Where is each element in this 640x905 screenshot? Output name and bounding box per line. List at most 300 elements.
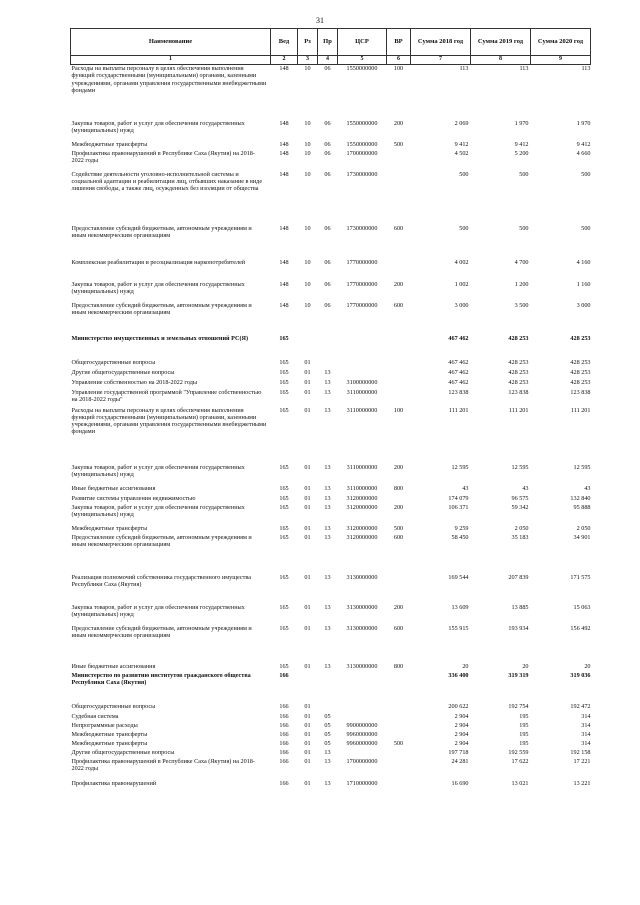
row-name: Межбюджетные трансферты bbox=[71, 524, 148, 532]
row-rz: 10 bbox=[304, 149, 311, 157]
column-number: 3 bbox=[298, 56, 318, 65]
row-rz: 01 bbox=[304, 739, 311, 747]
row-name: Профилактика правонарушений в Республике Саха (Якутия) на 2018-2022 годы bbox=[71, 757, 255, 772]
row-sum-2018: 467 462 bbox=[448, 368, 469, 376]
table-row bbox=[71, 663, 591, 672]
row-vr: 800 bbox=[393, 662, 404, 670]
row-rz: 01 bbox=[304, 712, 311, 720]
row-sum-2020: 4 160 bbox=[576, 258, 591, 266]
row-sum-2020: 4 660 bbox=[576, 149, 591, 157]
row-sum-2020: 111 201 bbox=[570, 406, 591, 414]
table-row bbox=[71, 407, 591, 464]
row-csr: 3120000000 bbox=[346, 503, 378, 511]
row-csr: 1700000000 bbox=[346, 149, 378, 157]
table-row bbox=[71, 740, 591, 749]
row-rz: 10 bbox=[304, 65, 311, 72]
row-sum-2018: 200 622 bbox=[448, 702, 469, 710]
row-sum-2019: 207 839 bbox=[508, 573, 529, 581]
row-ved: 148 bbox=[279, 140, 289, 148]
row-sum-2019: 428 253 bbox=[508, 378, 529, 386]
row-sum-2018: 4 002 bbox=[454, 258, 469, 266]
table-row bbox=[71, 379, 591, 389]
table-row bbox=[71, 574, 591, 604]
row-sum-2020: 428 253 bbox=[570, 334, 591, 342]
row-sum-2018: 16 690 bbox=[451, 779, 469, 787]
row-ved: 165 bbox=[279, 603, 289, 611]
row-ved: 165 bbox=[279, 463, 289, 471]
table-row bbox=[71, 749, 591, 758]
row-pr: 13 bbox=[324, 533, 331, 541]
row-pr: 13 bbox=[324, 757, 331, 765]
row-pr: 06 bbox=[324, 140, 331, 148]
row-sum-2020: 314 bbox=[581, 712, 591, 720]
column-number: 6 bbox=[387, 56, 411, 65]
row-sum-2018: 113 bbox=[459, 65, 469, 72]
row-ved: 165 bbox=[279, 494, 289, 502]
row-name: Закупка товаров, работ и услуг для обеспечения государственных (муниципальных) нужд bbox=[71, 503, 245, 518]
table-row bbox=[71, 150, 591, 171]
row-name: Другие общегосударственные вопросы bbox=[71, 368, 175, 376]
row-csr: 1550000000 bbox=[346, 140, 378, 148]
row-name: Непрограммные расходы bbox=[71, 721, 138, 729]
row-sum-2019: 3 500 bbox=[514, 301, 529, 309]
row-rz: 01 bbox=[304, 702, 311, 710]
row-csr bbox=[338, 359, 387, 369]
row-ved: 165 bbox=[279, 406, 289, 414]
row-pr: 13 bbox=[324, 503, 331, 511]
row-csr: 1770000000 bbox=[346, 258, 378, 266]
row-sum-2019: 428 253 bbox=[508, 334, 529, 342]
row-csr: 1710000000 bbox=[346, 779, 378, 787]
row-sum-2018: 2 904 bbox=[454, 712, 469, 720]
row-sum-2018: 24 281 bbox=[451, 757, 469, 765]
row-pr: 13 bbox=[324, 368, 331, 376]
row-csr: 3110000000 bbox=[346, 463, 378, 471]
row-sum-2018: 20 bbox=[462, 662, 469, 670]
table-row bbox=[71, 625, 591, 663]
row-sum-2019: 319 319 bbox=[508, 671, 529, 679]
row-rz: 01 bbox=[304, 378, 311, 386]
row-sum-2019: 192 559 bbox=[508, 748, 529, 756]
row-vr: 500 bbox=[393, 140, 404, 148]
row-csr: 1730000000 bbox=[346, 224, 378, 232]
row-rz: 01 bbox=[304, 484, 311, 492]
header-name: Наименование bbox=[71, 29, 271, 56]
row-ved: 165 bbox=[279, 503, 289, 511]
header-row bbox=[71, 29, 591, 56]
row-sum-2018: 111 201 bbox=[448, 406, 469, 414]
row-sum-2020: 428 253 bbox=[570, 368, 591, 376]
row-sum-2018: 106 371 bbox=[448, 503, 469, 511]
row-vr bbox=[387, 359, 411, 369]
row-ved: 166 bbox=[279, 779, 289, 787]
row-csr: 3100000000 bbox=[346, 378, 378, 386]
row-sum-2020: 314 bbox=[581, 721, 591, 729]
row-sum-2019: 192 754 bbox=[508, 702, 529, 710]
row-sum-2018: 9 259 bbox=[454, 524, 469, 532]
row-name: Предоставление субсидий бюджетным, автономным учреждениям и иным некоммерческим организациям bbox=[71, 301, 252, 316]
row-pr: 06 bbox=[324, 258, 331, 266]
row-sum-2018: 58 450 bbox=[451, 533, 469, 541]
row-rz: 10 bbox=[304, 140, 311, 148]
row-vr bbox=[387, 389, 411, 407]
row-ved: 166 bbox=[279, 671, 289, 679]
table-row bbox=[71, 731, 591, 740]
row-vr: 200 bbox=[393, 119, 404, 127]
row-pr: 06 bbox=[324, 170, 331, 178]
row-csr bbox=[338, 703, 387, 713]
row-ved: 165 bbox=[279, 573, 289, 581]
row-sum-2020: 15 063 bbox=[573, 603, 591, 611]
row-vr bbox=[387, 749, 411, 758]
table-row bbox=[71, 65, 591, 120]
row-vr bbox=[387, 713, 411, 722]
table-row bbox=[71, 141, 591, 150]
row-pr: 06 bbox=[324, 224, 331, 232]
header-rz: Рз bbox=[298, 29, 318, 56]
row-pr: 13 bbox=[324, 662, 331, 670]
row-rz bbox=[298, 672, 318, 703]
table-row bbox=[71, 369, 591, 379]
row-sum-2020: 156 492 bbox=[570, 624, 591, 632]
row-sum-2020: 95 888 bbox=[573, 503, 591, 511]
row-name: Профилактика правонарушений bbox=[71, 779, 157, 787]
row-name: Другие общегосударственные вопросы bbox=[71, 748, 175, 756]
row-pr: 13 bbox=[324, 524, 331, 532]
row-name: Межбюджетные трансферты bbox=[71, 739, 148, 747]
row-pr bbox=[318, 703, 338, 713]
row-vr: 100 bbox=[393, 406, 404, 414]
row-pr: 13 bbox=[324, 388, 331, 396]
row-sum-2019: 13 021 bbox=[511, 779, 529, 787]
row-ved: 165 bbox=[279, 334, 289, 342]
row-csr bbox=[338, 672, 387, 703]
row-sum-2018: 155 915 bbox=[448, 624, 469, 632]
row-rz: 01 bbox=[304, 757, 311, 765]
row-sum-2018: 500 bbox=[459, 170, 469, 178]
row-sum-2018: 2 904 bbox=[454, 721, 469, 729]
row-sum-2020: 314 bbox=[581, 739, 591, 747]
row-ved: 148 bbox=[279, 224, 289, 232]
row-ved: 165 bbox=[279, 524, 289, 532]
row-sum-2018: 13 609 bbox=[451, 603, 469, 611]
row-csr: 3110000000 bbox=[346, 484, 378, 492]
table-row bbox=[71, 259, 591, 281]
row-sum-2020: 113 bbox=[581, 65, 591, 72]
row-rz: 01 bbox=[304, 358, 311, 366]
row-csr: 3120000000 bbox=[346, 494, 378, 502]
row-csr: 3110000000 bbox=[346, 406, 378, 414]
row-sum-2018: 2 904 bbox=[454, 730, 469, 738]
row-sum-2020: 500 bbox=[581, 170, 591, 178]
column-number: 7 bbox=[411, 56, 471, 65]
row-csr bbox=[338, 749, 387, 758]
row-name: Межбюджетные трансферты bbox=[71, 730, 148, 738]
row-sum-2018: 169 544 bbox=[448, 573, 469, 581]
table-row bbox=[71, 225, 591, 259]
row-sum-2018: 2 069 bbox=[454, 119, 469, 127]
row-sum-2019: 13 885 bbox=[511, 603, 529, 611]
row-sum-2018: 174 079 bbox=[448, 494, 469, 502]
row-sum-2018: 336 400 bbox=[448, 671, 469, 679]
row-sum-2020: 1 970 bbox=[576, 119, 591, 127]
row-rz: 10 bbox=[304, 224, 311, 232]
header-sum-2018: Сумма 2018 год bbox=[411, 29, 471, 56]
column-number: 9 bbox=[531, 56, 591, 65]
table-row bbox=[71, 359, 591, 369]
row-sum-2020: 9 412 bbox=[576, 140, 591, 148]
row-csr: 3120000000 bbox=[346, 533, 378, 541]
row-vr bbox=[387, 150, 411, 171]
table-row bbox=[71, 281, 591, 302]
row-csr: 3110000000 bbox=[346, 388, 378, 396]
table-row bbox=[71, 495, 591, 504]
row-sum-2019: 1 970 bbox=[514, 119, 529, 127]
row-vr bbox=[387, 379, 411, 389]
row-sum-2019: 113 bbox=[519, 65, 529, 72]
row-name: Министерство имущественных и земельных отношений РС(Я) bbox=[71, 334, 249, 342]
row-sum-2018: 3 000 bbox=[454, 301, 469, 309]
row-sum-2019: 111 201 bbox=[508, 406, 529, 414]
row-pr: 06 bbox=[324, 65, 331, 72]
row-vr bbox=[387, 171, 411, 225]
row-pr: 05 bbox=[324, 739, 331, 747]
row-sum-2018: 467 462 bbox=[448, 378, 469, 386]
row-vr: 600 bbox=[393, 224, 404, 232]
row-sum-2019: 500 bbox=[519, 170, 529, 178]
row-name: Закупка товаров, работ и услуг для обеспечения государственных (муниципальных) нужд bbox=[71, 603, 245, 618]
table-row bbox=[71, 534, 591, 574]
row-name: Реализация полномочий собственника государственного имущества Республики Саха (Якутия) bbox=[71, 573, 251, 588]
row-sum-2019: 428 253 bbox=[508, 368, 529, 376]
row-sum-2019: 1 200 bbox=[514, 280, 529, 288]
row-pr: 06 bbox=[324, 280, 331, 288]
row-vr: 500 bbox=[393, 524, 404, 532]
row-sum-2019: 193 934 bbox=[508, 624, 529, 632]
row-pr bbox=[318, 359, 338, 369]
row-pr: 05 bbox=[324, 721, 331, 729]
row-rz: 01 bbox=[304, 463, 311, 471]
row-pr bbox=[318, 335, 338, 359]
row-name: Иные бюджетные ассигнования bbox=[71, 484, 156, 492]
row-sum-2020: 3 000 bbox=[576, 301, 591, 309]
row-pr: 13 bbox=[324, 494, 331, 502]
row-vr: 200 bbox=[393, 280, 404, 288]
row-rz: 01 bbox=[304, 368, 311, 376]
row-ved: 166 bbox=[279, 702, 289, 710]
header-csr: ЦСР bbox=[338, 29, 387, 56]
row-name: Предоставление субсидий бюджетным, автономным учреждениям и иным некоммерческим организациям bbox=[71, 533, 252, 548]
row-rz bbox=[298, 335, 318, 359]
row-csr: 3130000000 bbox=[346, 603, 378, 611]
header-ved: Вед bbox=[271, 29, 298, 56]
table-row bbox=[71, 171, 591, 225]
row-pr bbox=[318, 672, 338, 703]
row-csr: 1550000000 bbox=[346, 65, 378, 72]
row-sum-2018: 9 412 bbox=[454, 140, 469, 148]
header-sum-2019: Сумма 2019 год bbox=[471, 29, 531, 56]
row-sum-2020: 428 253 bbox=[570, 378, 591, 386]
row-csr: 9900000000 bbox=[346, 721, 378, 729]
row-ved: 165 bbox=[279, 378, 289, 386]
row-vr bbox=[387, 369, 411, 379]
row-sum-2018: 467 462 bbox=[448, 358, 469, 366]
row-pr: 06 bbox=[324, 149, 331, 157]
row-rz: 10 bbox=[304, 280, 311, 288]
row-sum-2018: 4 502 bbox=[454, 149, 469, 157]
row-sum-2020: 1 160 bbox=[576, 280, 591, 288]
row-sum-2019: 96 575 bbox=[511, 494, 529, 502]
header-pr: Пр bbox=[318, 29, 338, 56]
row-ved: 166 bbox=[279, 748, 289, 756]
row-name: Судебная система bbox=[71, 712, 119, 720]
row-ved: 166 bbox=[279, 757, 289, 765]
table-row bbox=[71, 703, 591, 713]
row-sum-2020: 192 158 bbox=[570, 748, 591, 756]
row-csr bbox=[338, 369, 387, 379]
row-ved: 148 bbox=[279, 280, 289, 288]
row-sum-2019: 5 200 bbox=[514, 149, 529, 157]
row-pr: 13 bbox=[324, 484, 331, 492]
column-number: 4 bbox=[318, 56, 338, 65]
row-rz: 01 bbox=[304, 406, 311, 414]
row-pr: 06 bbox=[324, 119, 331, 127]
row-ved: 166 bbox=[279, 712, 289, 720]
row-ved: 148 bbox=[279, 170, 289, 178]
row-rz: 01 bbox=[304, 730, 311, 738]
row-csr: 9960000000 bbox=[346, 730, 378, 738]
row-pr: 05 bbox=[324, 730, 331, 738]
row-pr: 13 bbox=[324, 779, 331, 787]
table-row bbox=[71, 780, 591, 792]
row-sum-2019: 2 050 bbox=[514, 524, 529, 532]
row-sum-2019: 195 bbox=[519, 712, 529, 720]
row-sum-2018: 1 002 bbox=[454, 280, 469, 288]
table-row bbox=[71, 525, 591, 534]
row-rz: 01 bbox=[304, 573, 311, 581]
row-ved: 166 bbox=[279, 721, 289, 729]
row-sum-2020: 192 472 bbox=[570, 702, 591, 710]
row-ved: 148 bbox=[279, 258, 289, 266]
row-sum-2020: 428 253 bbox=[570, 358, 591, 366]
budget-table bbox=[70, 28, 591, 792]
table-header bbox=[71, 29, 591, 65]
row-rz: 01 bbox=[304, 662, 311, 670]
table-body bbox=[71, 65, 591, 792]
column-number: 5 bbox=[338, 56, 387, 65]
row-name: Развитие системы управления недвижимостью bbox=[71, 494, 196, 502]
row-rz: 01 bbox=[304, 721, 311, 729]
table-row bbox=[71, 722, 591, 731]
row-pr: 13 bbox=[324, 406, 331, 414]
table-row bbox=[71, 485, 591, 495]
row-vr: 100 bbox=[393, 65, 404, 72]
row-name: Расходы на выплаты персоналу в целях обеспечения выполнения функций государственными (муниципальными) органами, казенными учреждениями, органами управления государственными внебюджетными фондами bbox=[71, 65, 267, 94]
row-csr bbox=[338, 335, 387, 359]
row-name: Предоставление субсидий бюджетным, автономным учреждениям и иным некоммерческим организациям bbox=[71, 224, 252, 239]
row-sum-2020: 20 bbox=[584, 662, 591, 670]
row-sum-2019: 9 412 bbox=[514, 140, 529, 148]
row-sum-2018: 500 bbox=[459, 224, 469, 232]
row-rz: 01 bbox=[304, 624, 311, 632]
row-name: Предоставление субсидий бюджетным, автономным учреждениям и иным некоммерческим организациям bbox=[71, 624, 252, 639]
row-sum-2019: 195 bbox=[519, 721, 529, 729]
table-row bbox=[71, 464, 591, 485]
row-sum-2020: 500 bbox=[581, 224, 591, 232]
row-sum-2020: 171 575 bbox=[570, 573, 591, 581]
row-vr bbox=[387, 672, 411, 703]
row-ved: 165 bbox=[279, 662, 289, 670]
table-row bbox=[71, 504, 591, 525]
row-sum-2018: 197 718 bbox=[448, 748, 469, 756]
row-name: Министерство по развитию институтов гражданского общества Республики Саха (Якутия) bbox=[71, 671, 251, 686]
row-name: Межбюджетные трансферты bbox=[71, 140, 148, 148]
row-csr: 3130000000 bbox=[346, 573, 378, 581]
row-name: Управление государственной программой "Управление собственностью на 2018-2022 годы" bbox=[71, 388, 262, 403]
row-sum-2018: 123 838 bbox=[448, 388, 469, 396]
row-sum-2019: 195 bbox=[519, 739, 529, 747]
header-vr: ВР bbox=[387, 29, 411, 56]
header-sum-2020: Сумма 2020 год bbox=[531, 29, 591, 56]
row-name: Расходы на выплаты персоналу в целях обеспечения выполнения функций государственными (муниципальными) органами, казенными учреждениями, органами управления государственными внебюджетными фондами bbox=[71, 406, 267, 436]
row-name: Общегосударственные вопросы bbox=[71, 358, 156, 366]
table-row bbox=[71, 758, 591, 780]
row-rz: 01 bbox=[304, 779, 311, 787]
row-sum-2018: 2 904 bbox=[454, 739, 469, 747]
row-csr: 1730000000 bbox=[346, 170, 378, 178]
column-number: 8 bbox=[471, 56, 531, 65]
row-sum-2019: 59 342 bbox=[511, 503, 529, 511]
row-sum-2020: 314 bbox=[581, 730, 591, 738]
row-vr bbox=[387, 495, 411, 504]
row-csr: 1770000000 bbox=[346, 301, 378, 309]
row-rz: 01 bbox=[304, 603, 311, 611]
row-ved: 165 bbox=[279, 484, 289, 492]
row-sum-2019: 20 bbox=[522, 662, 529, 670]
row-sum-2019: 35 183 bbox=[511, 533, 529, 541]
row-sum-2020: 34 901 bbox=[573, 533, 591, 541]
row-vr: 800 bbox=[393, 484, 404, 492]
row-pr: 13 bbox=[324, 463, 331, 471]
row-name: Закупка товаров, работ и услуг для обеспечения государственных (муниципальных) нужд bbox=[71, 119, 245, 134]
row-sum-2020: 132 840 bbox=[570, 494, 591, 502]
row-vr bbox=[387, 703, 411, 713]
row-csr: 1770000000 bbox=[346, 280, 378, 288]
row-pr: 06 bbox=[324, 301, 331, 309]
row-vr: 600 bbox=[393, 624, 404, 632]
row-sum-2019: 500 bbox=[519, 224, 529, 232]
row-sum-2018: 43 bbox=[462, 484, 469, 492]
row-vr: 200 bbox=[393, 463, 404, 471]
column-number: 1 bbox=[71, 56, 271, 65]
row-vr bbox=[387, 335, 411, 359]
row-rz: 01 bbox=[304, 388, 311, 396]
row-rz: 01 bbox=[304, 748, 311, 756]
row-csr: 1550000000 bbox=[346, 119, 378, 127]
table-row bbox=[71, 335, 591, 359]
row-vr: 200 bbox=[393, 503, 404, 511]
row-name: Профилактика правонарушений в Республике Саха (Якутия) на 2018-2022 годы bbox=[71, 149, 255, 164]
row-name: Управление собственностью на 2018-2022 годы bbox=[71, 378, 198, 386]
row-name: Комплексная реабилитация и ресоциализация наркопотребителей bbox=[71, 258, 246, 266]
row-pr: 13 bbox=[324, 603, 331, 611]
row-vr: 600 bbox=[393, 301, 404, 309]
row-rz: 01 bbox=[304, 503, 311, 511]
row-sum-2020: 319 036 bbox=[570, 671, 591, 679]
page-number: 31 bbox=[316, 16, 324, 25]
table-row bbox=[71, 672, 591, 703]
row-sum-2020: 123 838 bbox=[570, 388, 591, 396]
